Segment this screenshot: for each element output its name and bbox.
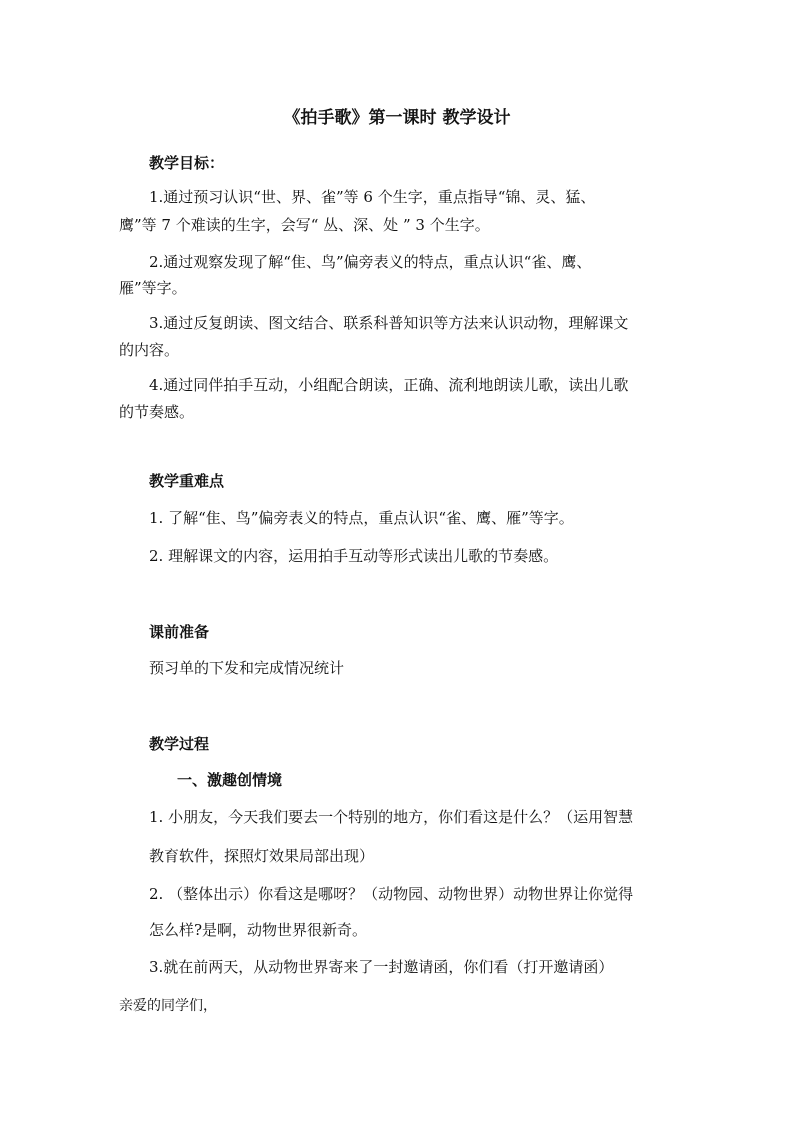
objective-2-line-2: 雁”等字。 (119, 279, 187, 297)
process-step-1-line-1: 1. 小朋友，今天我们要去一个特别的地方，你们看这是什么？（运用智慧 (149, 808, 634, 826)
objectives-heading: 教学目标： (149, 154, 225, 172)
key-points-heading: 教学重难点 (149, 472, 225, 490)
page-title: 《拍手歌》第一课时 教学设计 (283, 108, 511, 128)
key-point-1: 1. 了解“隹、鸟”偏旁表义的特点，重点认识“雀、鹰、雁”等字。 (149, 509, 574, 527)
objective-1-line-1: 1.通过预习认识“世、界、雀”等 6 个生字，重点指导“锦、灵、猛、 (149, 188, 596, 206)
process-heading: 教学过程 (149, 735, 210, 753)
preparation-text: 预习单的下发和完成情况统计 (149, 659, 345, 677)
process-step-2-line-2: 怎么样?是啊，动物世界很新奇。 (149, 921, 368, 939)
letter-greeting: 亲爱的同学们， (119, 998, 217, 1014)
process-step-1-line-2: 教育软件，探照灯效果局部出现） (149, 847, 375, 865)
objective-3-line-2: 的内容。 (119, 341, 180, 359)
objective-3-line-1: 3.通过反复朗读、图文结合、联系科普知识等方法来认识动物，理解课文 (149, 314, 629, 332)
process-step-2-line-1: 2. （整体出示）你看这是哪呀？（动物园、动物世界）动物世界让你觉得 (149, 885, 634, 903)
key-point-2: 2. 理解课文的内容，运用拍手互动等形式读出儿歌的节奏感。 (149, 547, 559, 565)
process-step-3: 3.就在前两天，从动物世界寄来了一封邀请函，你们看（打开邀请函） (149, 958, 614, 976)
process-section-1: 一、激趣创情境 (177, 771, 283, 789)
objective-1-line-2: 鹰”等 7 个难读的生字，会写“ 丛、深、处 ” 3 个生字。 (119, 216, 490, 234)
objective-4-line-1: 4.通过同伴拍手互动，小组配合朗读，正确、流利地朗读儿歌，读出儿歌 (149, 376, 629, 394)
objective-4-line-2: 的节奏感。 (119, 403, 195, 421)
objective-2-line-1: 2.通过观察发现了解“隹、鸟”偏旁表义的特点，重点认识“雀、鹰、 (149, 253, 592, 271)
preparation-heading: 课前准备 (149, 623, 210, 641)
